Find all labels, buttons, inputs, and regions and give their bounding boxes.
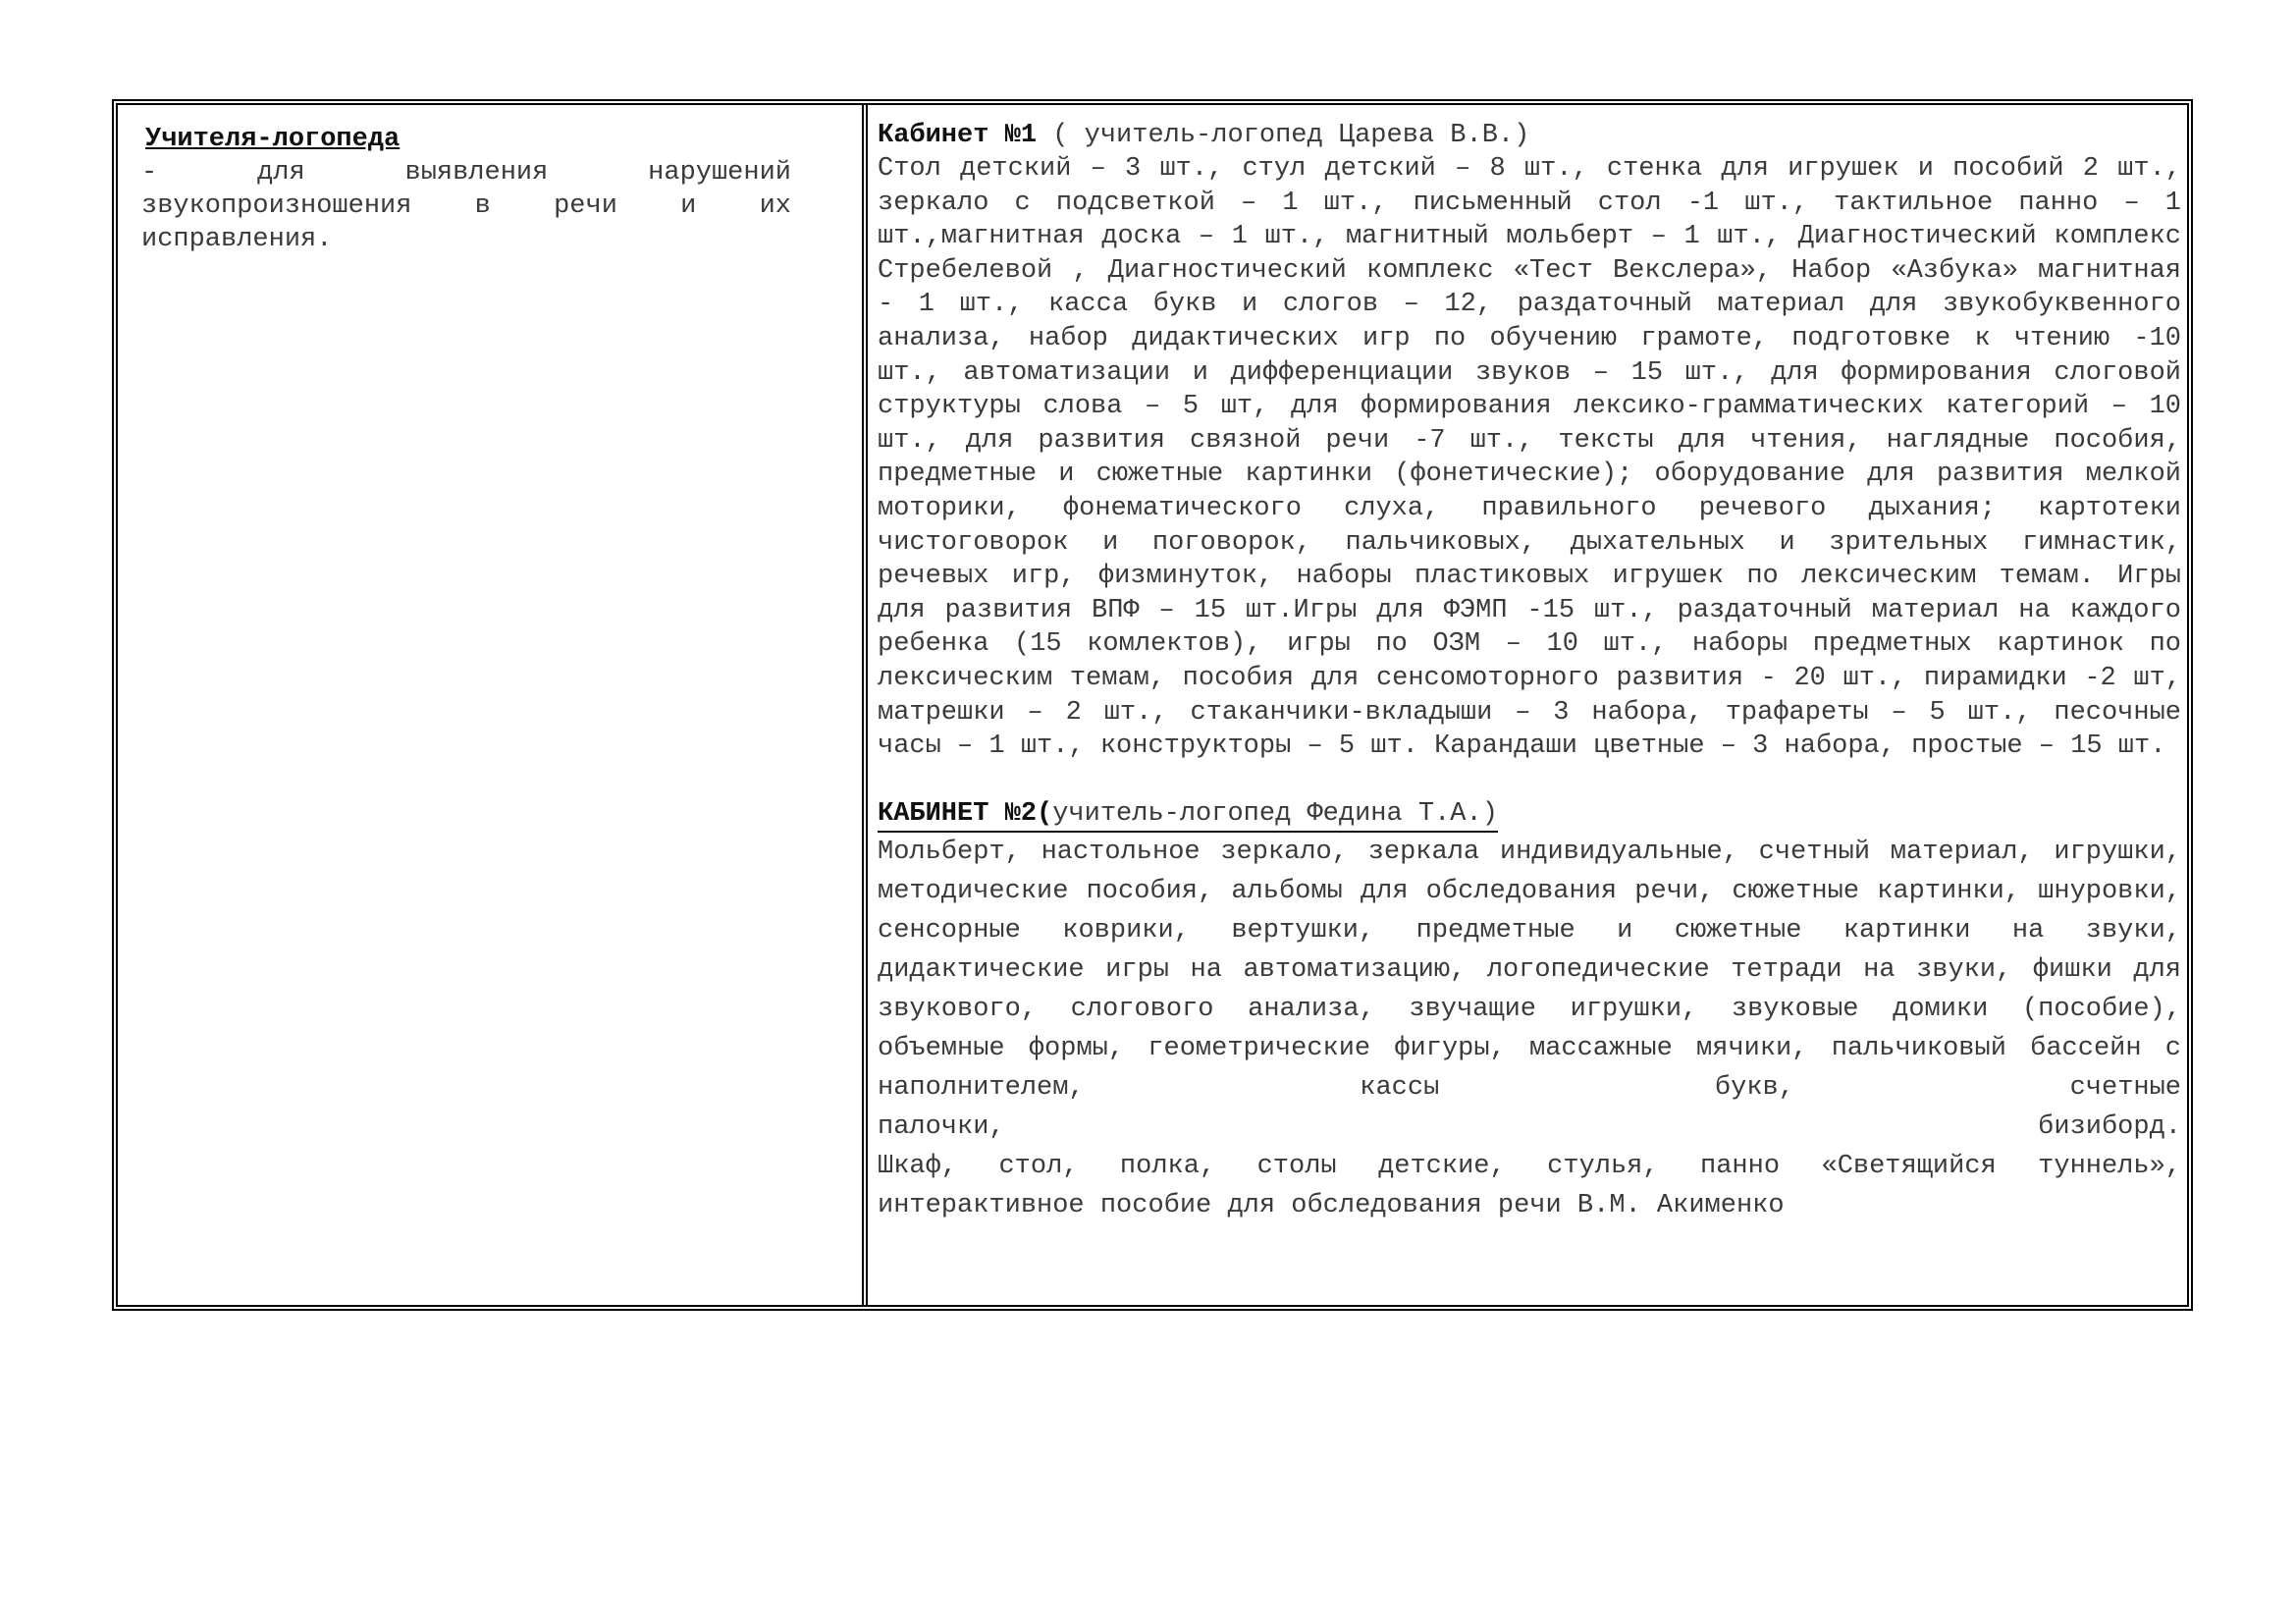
room2-text-split-line [878, 1108, 2181, 1147]
room2-text-split-left: палочки, [878, 1111, 1005, 1142]
equipment-table [112, 99, 2193, 1311]
room1-heading [878, 119, 2181, 152]
specialist-cell [118, 105, 862, 1305]
room2-heading [878, 797, 1498, 833]
room2-equipment-text [878, 833, 2181, 1225]
room1-number: Кабинет №1 [878, 121, 1038, 150]
room1-teacher: ( учитель-логопед Царева В.В.) [1037, 121, 1530, 150]
specialist-description: - для выявления нарушений звукопроизношения в речи и их исправления. [141, 158, 791, 254]
room2-teacher: учитель-логопед Федина Т.А.) [1052, 798, 1498, 829]
room1-equipment-text: Стол детский – 3 шт., стул детский – 8 шт., стенка для игрушек и пособий 2 шт., зеркало с подсветкой – 1 шт., письменный стол -1 шт., тактильное панно – 1 шт.,магнитная доска – 1 шт., магнитный мольберт – 1 шт., Диагностический комплекс Стребелевой , Диагностический комплекс «Тест Векслера», Набор «Азбука» магнитная - 1 шт., касса букв и слогов – 12, раздаточный материал для звукобуквенного анализа, набор дидактических игр по обучению грамоте, подготовке к чтению -10 шт., автоматизации и дифференциации звуков – 15 шт., для формирования слоговой структуры слова – 5 шт, для формирования лексико-грамматических категорий – 10 шт., для развития связной речи -7 шт., тексты для чтения, наглядные пособия, предметные и сюжетные картинки (фонетические); оборудование для развития мелкой моторики, фонематического слуха, правильного речевого дыхания; картотеки чистоговорок и поговорок, пальчиковых, дыхательных и зрительных гимнастик, речевых игр, физминуток, наборы пластиковых игрушек по лексическим темам. Игры для развития ВПФ – 15 шт.Игры для ФЭМП -15 шт., раздаточный материал на каждого ребенка (15 комлектов), игры по ОЗМ – 10 шт., наборы предметных картинок по лексическим темам, пособия для сенсомоторного развития - 20 шт., пирамидки -2 шт, матрешки – 2 шт., стаканчики-вкладыши – 3 набора, трафареты – 5 шт., песочные часы – 1 шт., конструкторы – 5 шт. Карандаши цветные – 3 набора, простые – 15 шт. [878, 154, 2181, 762]
room2-text-split-right: бизиборд. [2038, 1111, 2181, 1142]
room2-text-main: Мольберт, настольное зеркало, зеркала индивидуальные, счетный материал, игрушки, методические пособия, альбомы для обследования речи, сюжетные картинки, шнуровки, сенсорные коврики, вертушки, предметные и сюжетные картинки на звуки, дидактические игры на автоматизацию, логопедические тетради на звуки, фишки для звукового, слогового анализа, звучащие игрушки, звуковые домики (пособие), объемные формы, геометрические фигуры, массажные мячики, пальчиковый бассейн с наполнителем, кассы букв, счетные [878, 837, 2181, 1103]
room2-text-tail: Шкаф, стол, полка, столы детские, стулья, панно «Светящийся туннель», интерактивное пособие для обследования речи В.М. Акименко [878, 1151, 2181, 1220]
room2-number: КАБИНЕТ №2( [878, 798, 1053, 829]
equipment-cell [870, 105, 2187, 1305]
specialist-title: Учителя-логопеда [145, 125, 400, 154]
